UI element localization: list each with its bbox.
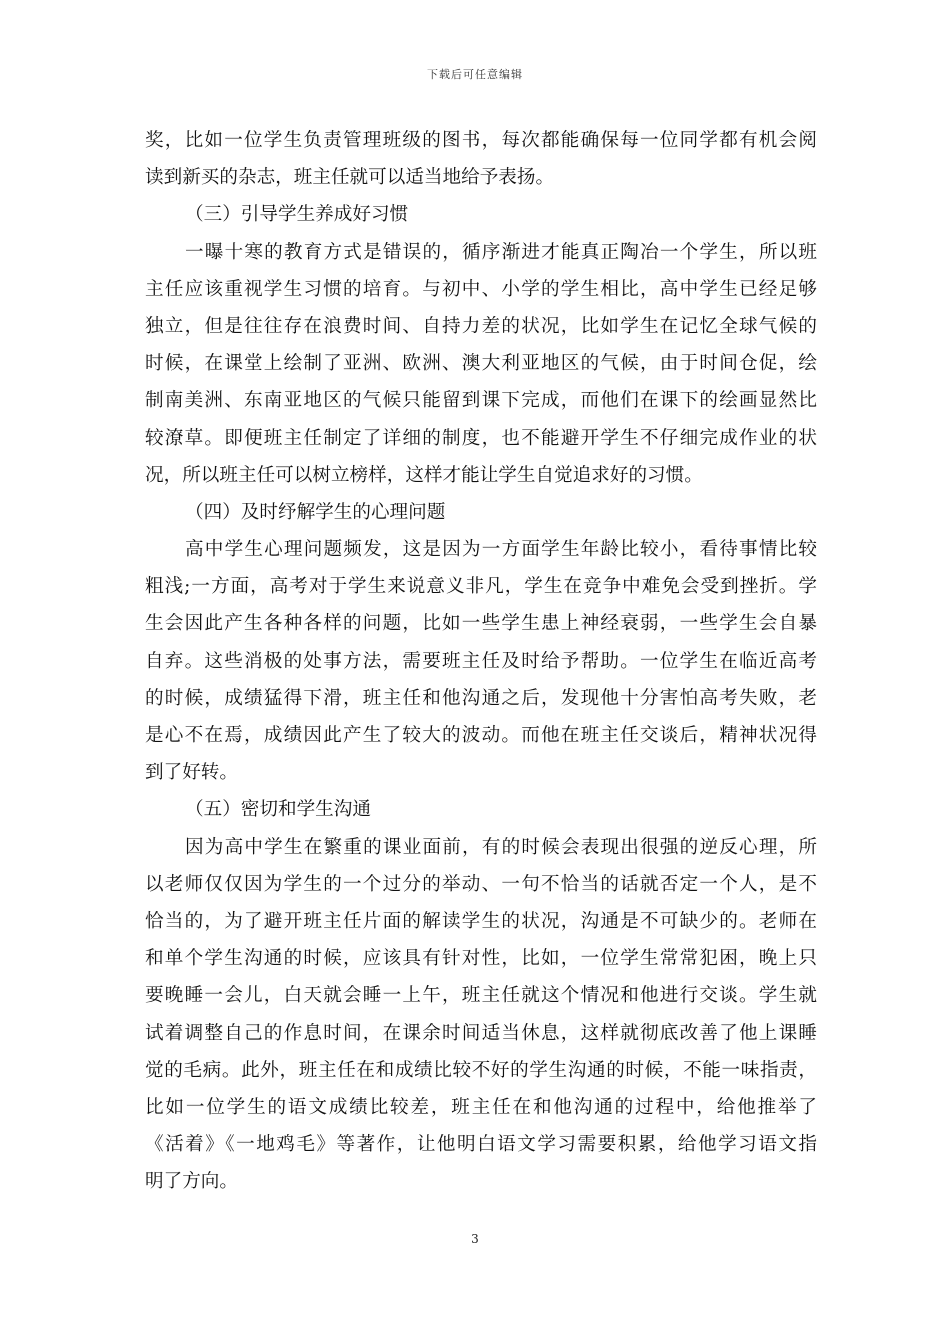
- text-line: 比如一位学生的语文成绩比较差，班主任在和他沟通的过程中，给他推举了: [145, 1096, 817, 1118]
- text-line: 较潦草。即便班主任制定了详细的制度，也不能避开学生不仔细完成作业的状: [145, 427, 817, 449]
- text-line: 以老师仅仅因为学生的一个过分的举动、一句不恰当的话就否定一个人，是不: [145, 873, 817, 895]
- text-line: 的时候，成绩猛得下滑，班主任和他沟通之后，发现他十分害怕高考失败，老: [145, 687, 817, 709]
- text-line: 高中学生心理问题频发，这是因为一方面学生年龄比较小，看待事情比较: [185, 539, 817, 561]
- text-line: 粗浅;一方面，高考对于学生来说意义非凡，学生在竞争中难免会受到挫折。学: [145, 576, 817, 598]
- section-heading-4: （四）及时纾解学生的心理问题: [185, 501, 446, 523]
- text-line: 自弃。这些消极的处事方法，需要班主任及时给予帮助。一位学生在临近高考: [145, 650, 817, 672]
- page-header: 下载后可任意编辑: [427, 68, 523, 81]
- text-line: 独立，但是往往存在浪费时间、自持力差的状况，比如学生在记忆全球气候的: [145, 315, 817, 337]
- text-line: 一曝十寒的教育方式是错误的，循序渐进才能真正陶冶一个学生，所以班: [185, 241, 817, 263]
- text-line: 到了好转。: [145, 762, 238, 784]
- text-line: 要晚睡一会儿，白天就会睡一上午，班主任就这个情况和他进行交谈。学生就: [145, 985, 817, 1007]
- text-line: 制南美洲、东南亚地区的气候只能留到课下完成，而他们在课下的绘画显然比: [145, 390, 817, 412]
- text-line: 生会因此产生各种各样的问题，比如一些学生患上神经衰弱，一些学生会自暴: [145, 613, 817, 635]
- text-line: 试着调整自己的作息时间，在课余时间适当休息，这样就彻底改善了他上课睡: [145, 1022, 817, 1044]
- page-number: 3: [471, 1232, 479, 1246]
- text-line: 读到新买的杂志，班主任就可以适当地给予表扬。: [145, 167, 555, 189]
- text-line: 觉的毛病。此外，班主任在和成绩比较不好的学生沟通的时候，不能一味指责，: [145, 1059, 817, 1081]
- text-line: 明了方向。: [145, 1171, 238, 1193]
- text-line: 奖，比如一位学生负责管理班级的图书，每次都能确保每一位同学都有机会阅: [145, 130, 817, 151]
- section-heading-5: （五）密切和学生沟通: [185, 799, 371, 821]
- text-line: 时候，在课堂上绘制了亚洲、欧洲、澳大利亚地区的气候，由于时间仓促，绘: [145, 353, 817, 375]
- text-line: 况，所以班主任可以树立榜样，这样才能让学生自觉追求好的习惯。: [145, 464, 703, 486]
- text-line: 主任应该重视学生习惯的培育。与初中、小学的学生相比，高中学生已经足够: [145, 278, 817, 300]
- text-line: 和单个学生沟通的时候，应该具有针对性，比如，一位学生常常犯困，晚上只: [145, 948, 817, 970]
- text-line: 恰当的，为了避开班主任片面的解读学生的状况，沟通是不可缺少的。老师在: [145, 910, 817, 932]
- text-line: 是心不在焉，成绩因此产生了较大的波动。而他在班主任交谈后，精神状况得: [145, 725, 817, 746]
- text-line: 因为高中学生在繁重的课业面前，有的时候会表现出很强的逆反心理，所: [185, 836, 817, 858]
- section-heading-3: （三）引导学生养成好习惯: [185, 204, 409, 226]
- text-line: 《活着》《一地鸡毛》等著作，让他明白语文学习需要积累，给他学习语文指: [145, 1134, 817, 1156]
- document-body: [145, 122, 817, 1200]
